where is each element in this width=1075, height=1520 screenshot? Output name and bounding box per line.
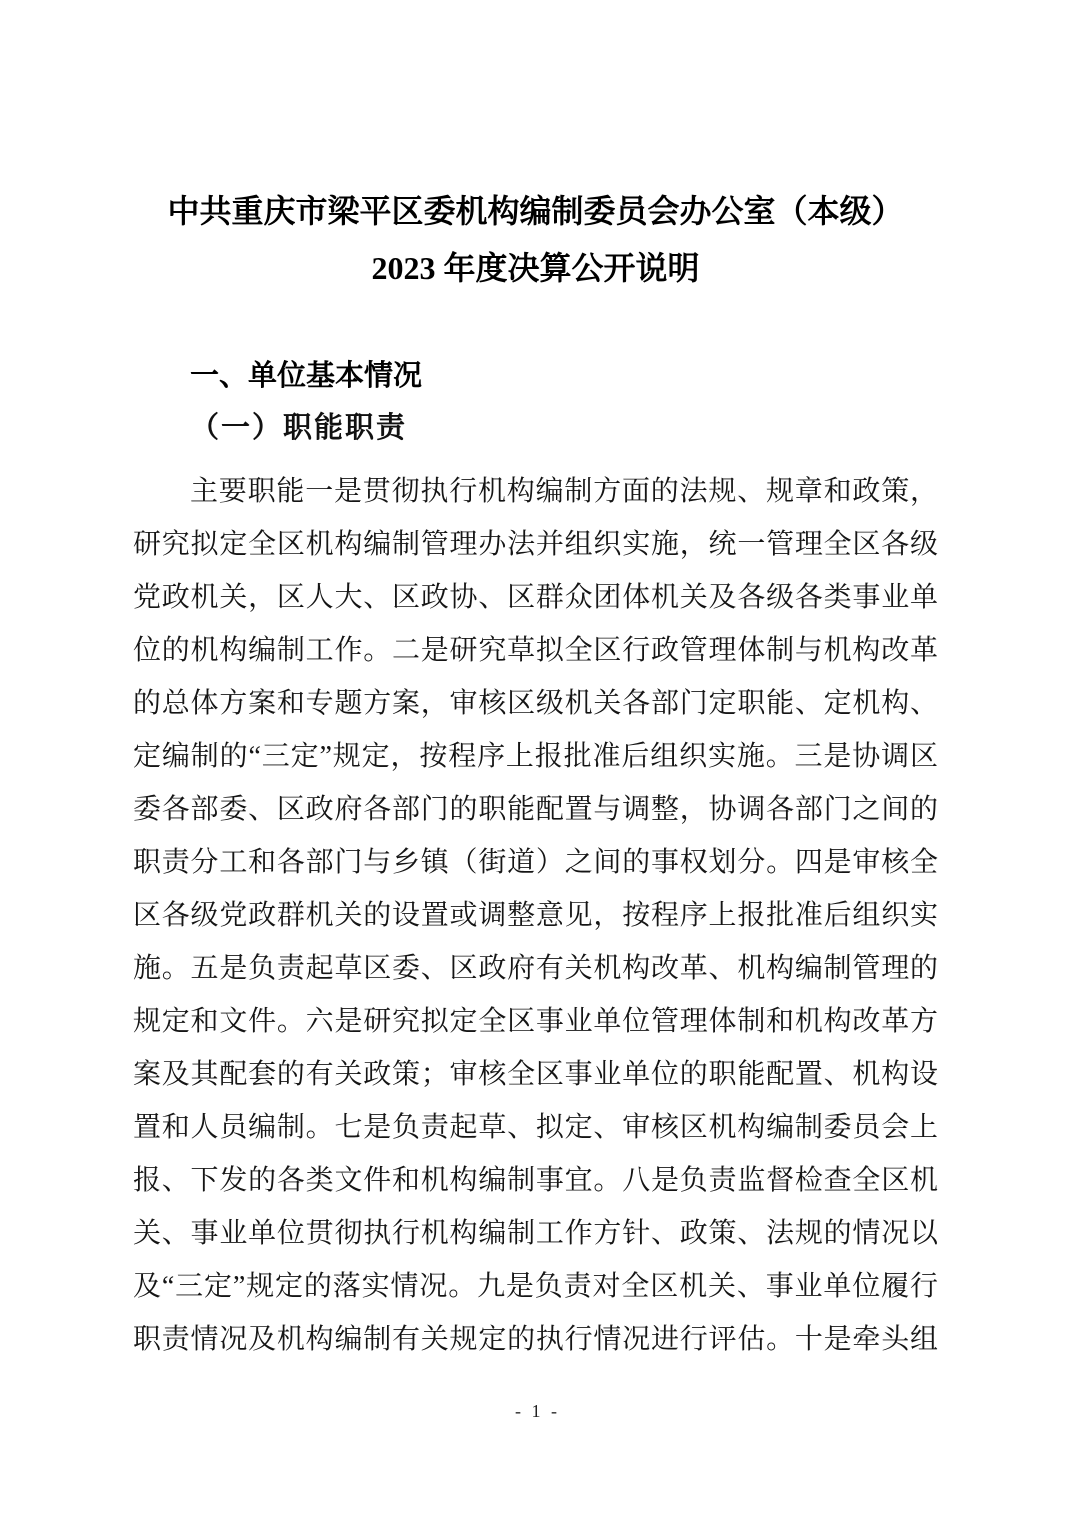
body-line: 党政机关，区人大、区政协、区群众团体机关及各级各类事业单 bbox=[133, 582, 938, 613]
body-line: 职责情况及机构编制有关规定的执行情况进行评估。十是牵头组 bbox=[133, 1324, 938, 1355]
document-content bbox=[133, 0, 938, 1366]
body-line: 研究拟定全区机构编制管理办法并组织实施，统一管理全区各级 bbox=[133, 529, 938, 560]
body-line: 规定和文件。六是研究拟定全区事业单位管理体制和机构改革方 bbox=[133, 1006, 938, 1037]
section-heading-basic-info: 一、单位基本情况 bbox=[190, 360, 423, 392]
document-title-line1: 中共重庆市梁平区委机构编制委员会办公室（本级） bbox=[167, 193, 904, 229]
document-title bbox=[133, 0, 938, 287]
body-line: 主要职能一是贯彻执行机构编制方面的法规、规章和政策， bbox=[190, 476, 938, 507]
document-title-line2: 2023 年度决算公开说明 bbox=[371, 250, 700, 286]
body-line: 及“三定”规定的落实情况。九是负责对全区机关、事业单位履行 bbox=[133, 1271, 938, 1302]
body-line: 报、下发的各类文件和机构编制事宜。八是负责监督检查全区机 bbox=[133, 1165, 938, 1196]
body-line: 关、事业单位贯彻执行机构编制工作方针、政策、法规的情况以 bbox=[133, 1218, 938, 1249]
body-line: 职责分工和各部门与乡镇（街道）之间的事权划分。四是审核全 bbox=[133, 847, 938, 878]
body-line: 委各部委、区政府各部门的职能配置与调整，协调各部门之间的 bbox=[133, 794, 938, 825]
body-paragraph bbox=[133, 465, 938, 1366]
body-line: 定编制的“三定”规定，按程序上报批准后组织实施。三是协调区 bbox=[133, 741, 938, 772]
body-line: 位的机构编制工作。二是研究草拟全区行政管理体制与机构改革 bbox=[133, 635, 938, 666]
body-line: 置和人员编制。七是负责起草、拟定、审核区机构编制委员会上 bbox=[133, 1112, 938, 1143]
body-line: 施。五是负责起草区委、区政府有关机构改革、机构编制管理的 bbox=[133, 953, 938, 984]
body-line: 区各级党政群机关的设置或调整意见，按程序上报批准后组织实 bbox=[133, 900, 938, 931]
page-number: - 1 - bbox=[515, 1401, 560, 1421]
body-line: 的总体方案和专题方案，审核区级机关各部门定职能、定机构、 bbox=[133, 688, 938, 719]
subsection-heading-duties: （一）职能职责 bbox=[190, 412, 408, 444]
body-line: 案及其配套的有关政策；审核全区事业单位的职能配置、机构设 bbox=[133, 1059, 938, 1090]
